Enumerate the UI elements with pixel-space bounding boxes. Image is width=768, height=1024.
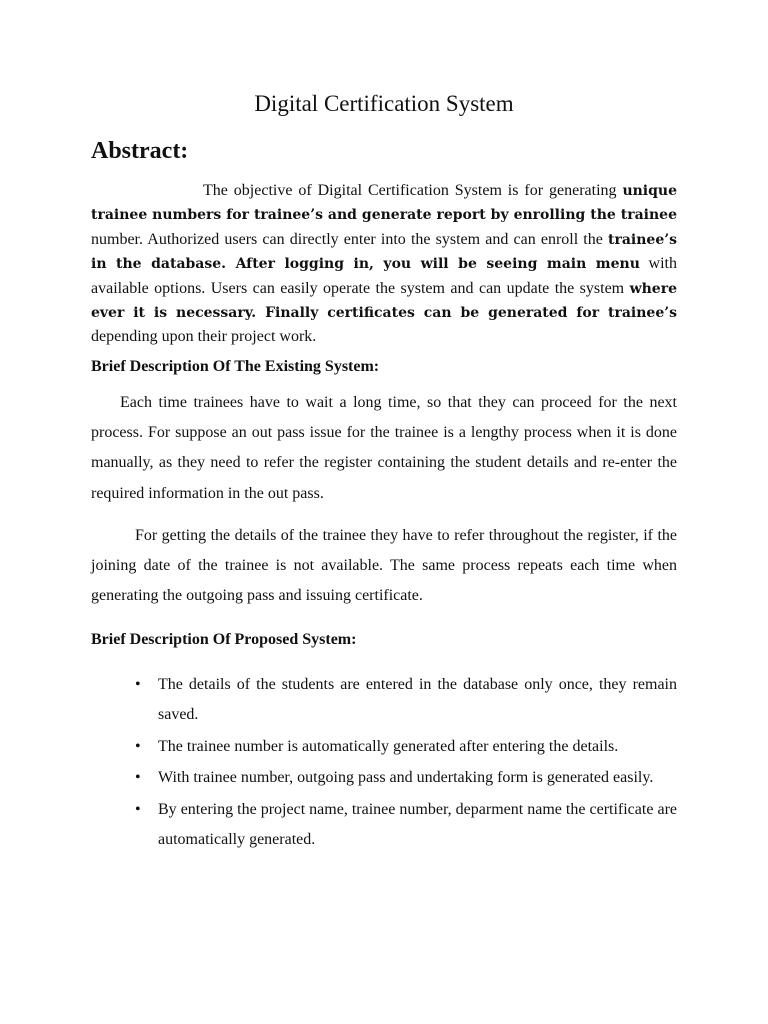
abstract-bold-segment: where ever it is necessary. Finally certificates can be generated for trainee’s [91,280,677,322]
list-item-text: The trainee number is automatically generated after entering the details. [158,737,619,755]
abstract-bold-segment: unique trainee numbers for trainee’s and generate report by enrolling the trainee [91,183,677,224]
list-item [91,795,677,855]
abstract-text-segment: with available options. Users can easily operate the system and can update the system [91,255,677,297]
bullet-icon: • [135,769,141,786]
list-item [91,732,677,762]
proposed-system-list [91,670,677,856]
abstract-paragraph [91,179,677,349]
abstract-heading: Abstract: [91,138,189,164]
existing-system-heading: Brief Description Of The Existing System: [91,358,380,375]
list-item-text: By entering the project name, trainee number, deparment name the certificate are automatically generated. [158,800,677,848]
document-title: Digital Certification System [254,91,514,116]
list-item [91,670,677,730]
bullet-icon: • [135,676,141,693]
abstract-text-segment: The objective of Digital Certification System is for generating [203,182,623,199]
abstract-text-segment: number. Authorized users can directly enter into the system and can enroll the [91,230,609,248]
list-item-text: With trainee number, outgoing pass and undertaking form is generated easily. [158,769,654,786]
existing-system-paragraph: For getting the details of the trainee they have to refer throughout the register, if the joining date of the trainee is not available. The same process repeats each time when generating the outgoing pass and issuing certificate. [91,527,677,605]
bullet-icon: • [135,800,141,818]
list-item-text: The details of the students are entered in the database only once, they remain saved. [158,676,677,723]
abstract-text-segment: depending upon their project work. [91,328,317,346]
proposed-system-heading: Brief Description Of Proposed System: [91,631,357,648]
abstract-bold-segment: trainee’s in the database. After logging in, you will be seeing main menu [91,231,677,273]
bullet-icon: • [135,737,141,755]
list-item [91,763,677,793]
existing-system-paragraph: Each time trainees have to wait a long time, so that they can proceed for the next process. For suppose an out pass issue for the trainee is a lengthy process when it is done manually, as they need to refer the register containing the student details and re-enter the required information in the out pass. [91,394,677,502]
